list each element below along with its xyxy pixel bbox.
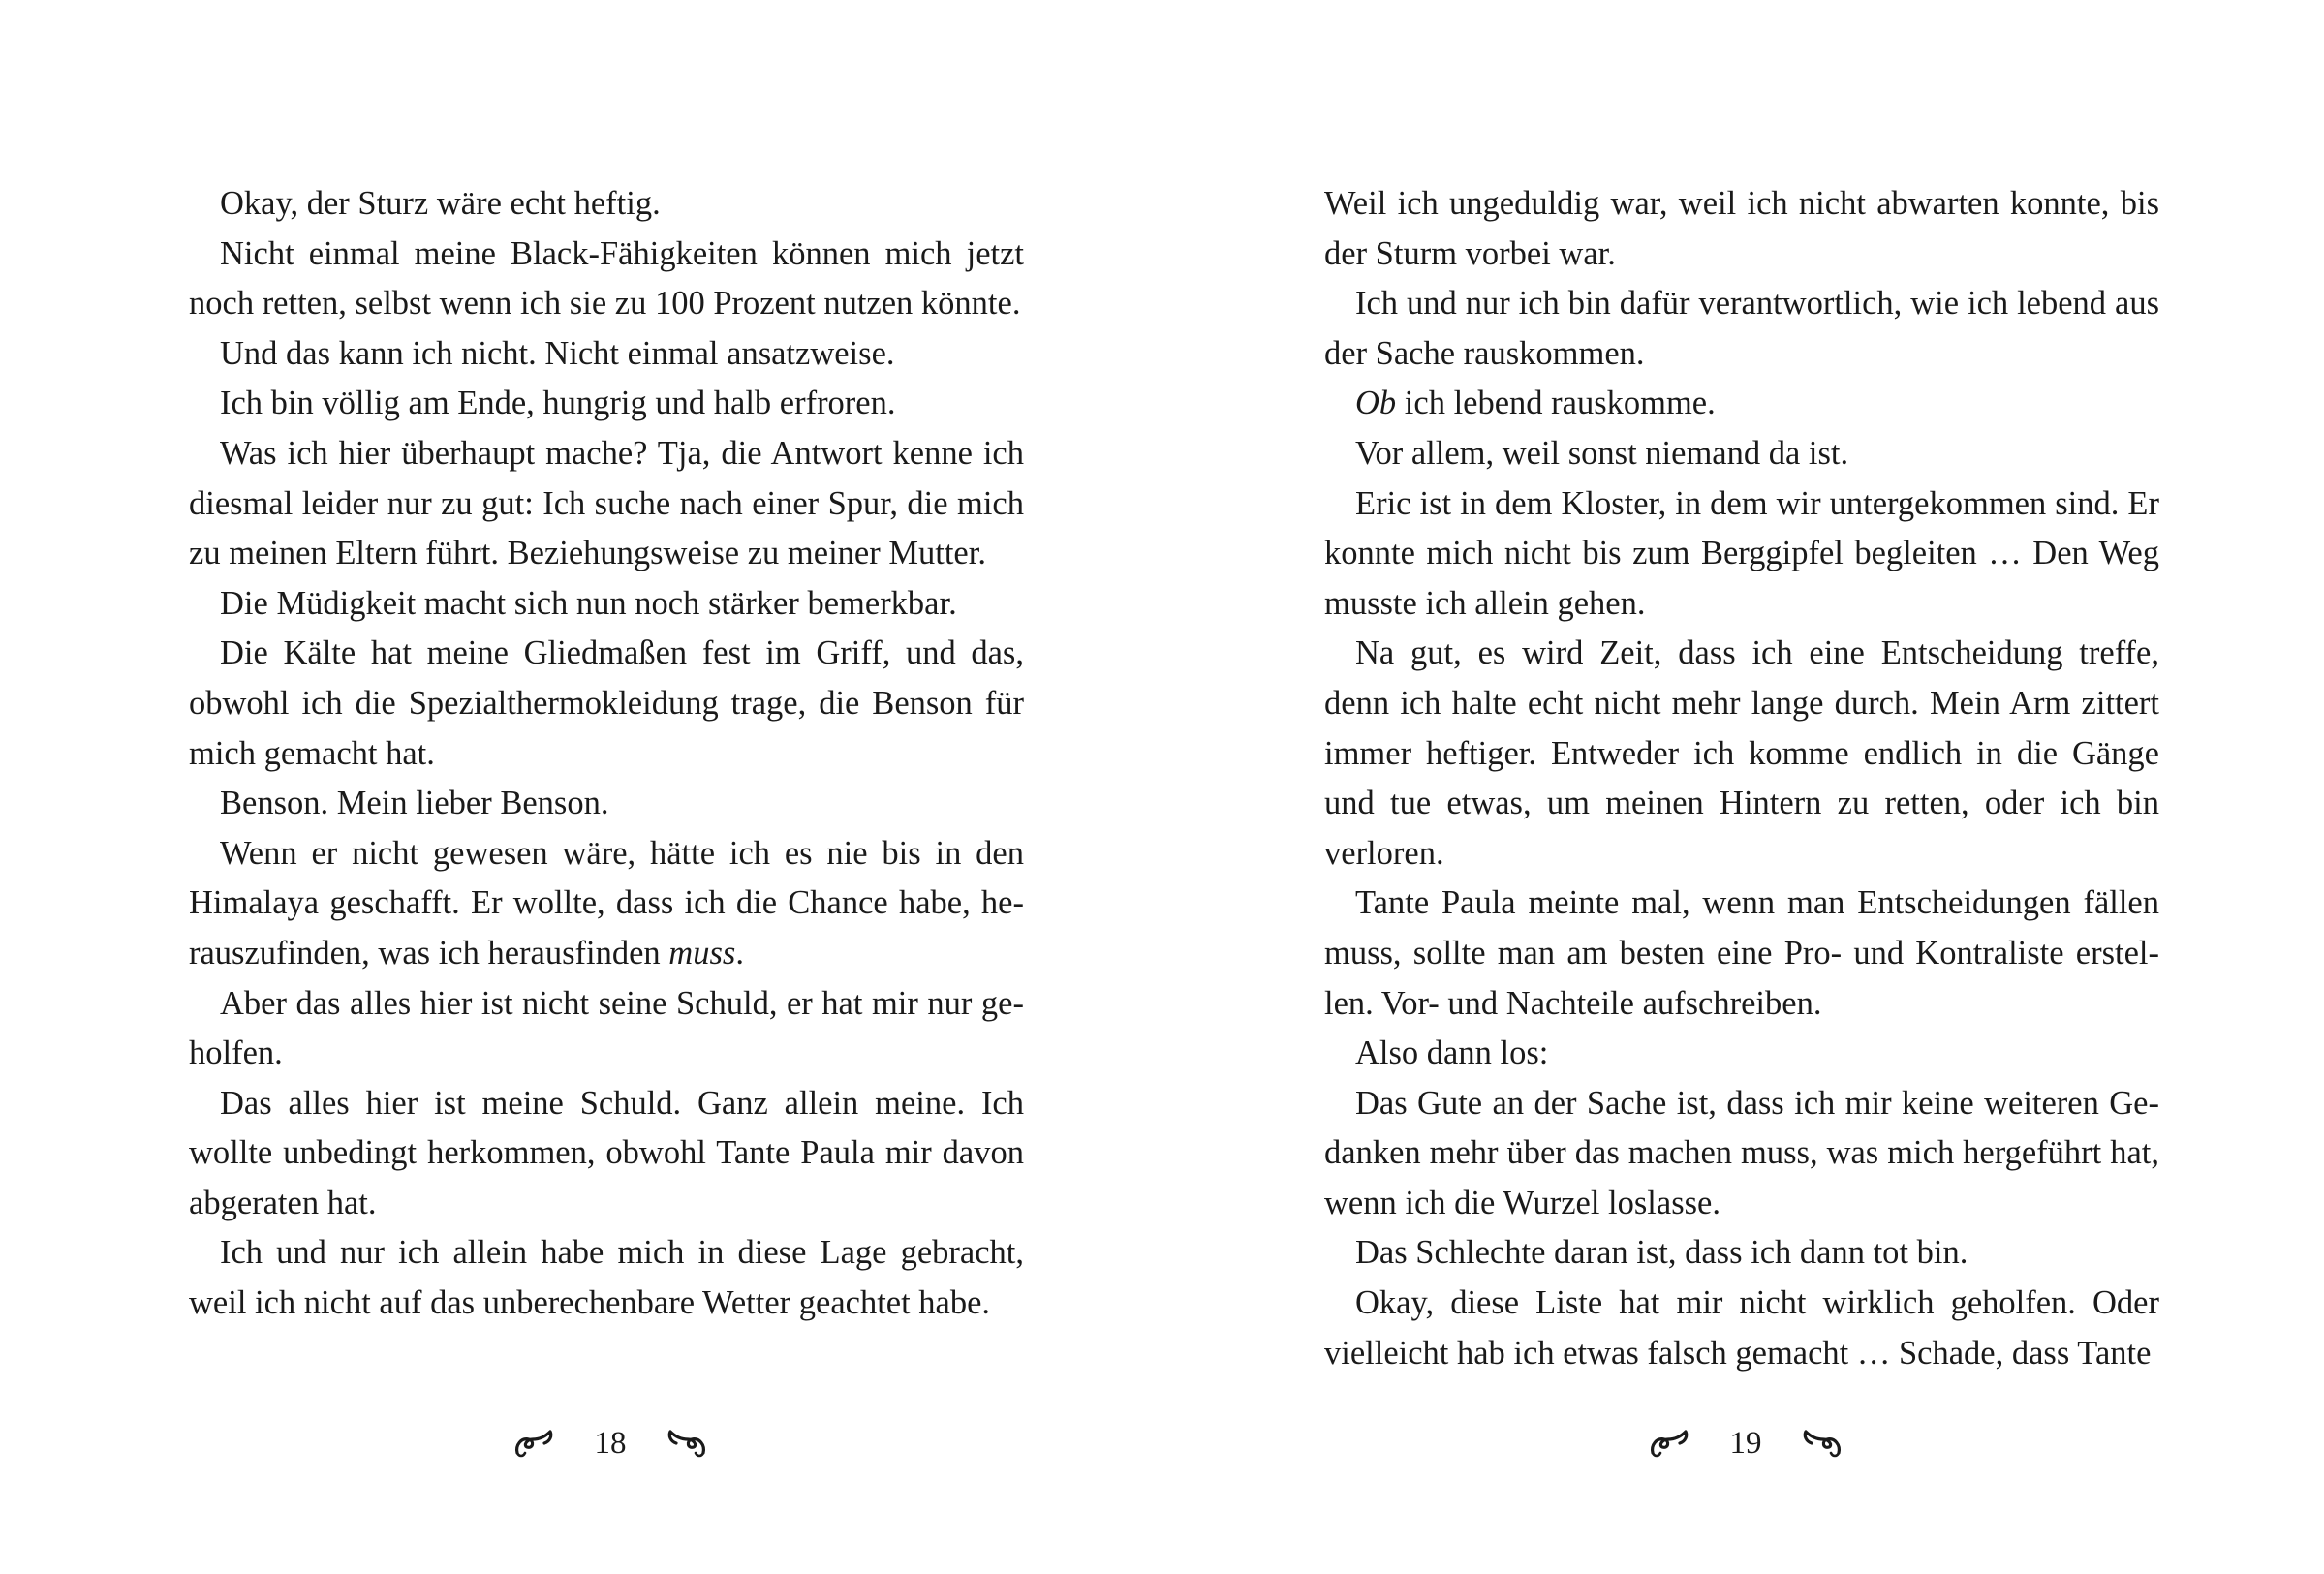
- page-footer: [511, 1424, 709, 1463]
- paragraph: Also dann los:: [1355, 1034, 1549, 1072]
- paragraph: Die Müdigkeit macht sich nun noch stärker bemerkbar.: [220, 584, 957, 622]
- emphasis-text: Ob: [1355, 385, 1397, 422]
- left-page-body: [189, 179, 1024, 1329]
- paragraph-text: .: [735, 934, 744, 972]
- paragraph: [1324, 379, 2159, 429]
- swash-flourish-icon: [1647, 1424, 1693, 1463]
- page-number: 19: [1729, 1426, 1762, 1461]
- paragraph: Das Schlechte daran ist, dass ich dann tot bin.: [1355, 1234, 1968, 1272]
- paragraph: Aber das alles hier ist nicht seine Schuld, er hat mir nur geholfen.: [189, 984, 1024, 1072]
- paragraph: Benson. Mein lieber Benson.: [220, 785, 609, 822]
- paragraph: Okay, diese Liste hat mir nicht wirklich geholfen. Oder vielleicht hab ich etwas falsch gemacht … Schade, dass Tante: [1324, 1284, 2159, 1372]
- paragraph: Was ich hier überhaupt mache? Tja, die Antwort kenne ich diesmal leider nur zu gut: Ich suche nach einer Spur, die mich zu meinen Eltern führt. Beziehungsweise zu meiner Mutter.: [189, 434, 1024, 572]
- right-page: [1162, 0, 2324, 1574]
- paragraph: Eric ist in dem Kloster, in dem wir untergekommen sind. Er konnte mich nicht bis zum Berggipfel begleiten … Den Weg musste ich allein gehen.: [1324, 484, 2159, 622]
- paragraph: Okay, der Sturz wäre echt heftig.: [220, 185, 661, 222]
- paragraph: Die Kälte hat meine Gliedmaßen fest im Griff, und das, obwohl ich die Spezialthermokleidung trage, die Benson für mich gemacht hat.: [189, 634, 1024, 772]
- swash-flourish-icon: [511, 1424, 558, 1463]
- paragraph-text: Wenn er nicht gewesen wäre, hätte ich es nie bis in den Himalaya geschafft. Er wollte, dass ich die Chance habe, herauszufinden, was ich herausfinden: [189, 834, 1024, 972]
- paragraph: Ich und nur ich bin dafür verantwortlich, wie ich lebend aus der Sache rauskommen.: [1324, 285, 2159, 372]
- paragraph: Na gut, es wird Zeit, dass ich eine Entscheidung treffe, denn ich halte echt nicht mehr lange durch. Mein Arm zittert immer heftiger. Entweder ich komme endlich in die Gänge und tue etwas, um meinen Hintern zu retten, oder ich bin verloren.: [1324, 634, 2159, 872]
- continued-paragraph: Weil ich ungeduldig war, weil ich nicht abwarten konnte, bis der Sturm vorbei war.: [1324, 185, 2159, 272]
- paragraph: Tante Paula meinte mal, wenn man Entscheidungen fällen muss, sollte man am besten eine Pro- und Kontraliste erstellen. Vor- und Nachteile aufschreiben.: [1324, 884, 2159, 1022]
- paragraph: Nicht einmal meine Black-Fähigkeiten können mich jetzt noch retten, selbst wenn ich sie zu 100 Prozent nutzen könnte.: [189, 234, 1024, 323]
- paragraph: Vor allem, weil sonst niemand da ist.: [1355, 434, 1849, 472]
- paragraph: [189, 829, 1024, 979]
- emphasis-text: muss: [668, 934, 736, 972]
- paragraph: Ich bin völlig am Ende, hungrig und halb erfroren.: [220, 385, 896, 422]
- swash-flourish-icon: [663, 1424, 709, 1463]
- page-number: 18: [594, 1426, 627, 1461]
- paragraph: Und das kann ich nicht. Nicht einmal ansatzweise.: [220, 334, 895, 372]
- right-page-body: [1324, 179, 2159, 1378]
- paragraph: Ich und nur ich allein habe mich in diese Lage gebracht, weil ich nicht auf das unberechenbare Wetter geachtet habe.: [189, 1234, 1024, 1322]
- page-footer: [1647, 1424, 1844, 1463]
- paragraph: Das Gute an der Sache ist, dass ich mir keine weiteren Gedanken mehr über das machen muss, was mich hergeführt hat, wenn ich die Wurzel loslasse.: [1324, 1084, 2159, 1221]
- swash-flourish-icon: [1798, 1424, 1844, 1463]
- paragraph: Das alles hier ist meine Schuld. Ganz allein meine. Ich wollte unbedingt herkommen, obwohl Tante Paula mir davon abgeraten hat.: [189, 1084, 1024, 1221]
- paragraph-text: ich lebend rauskomme.: [1396, 385, 1716, 422]
